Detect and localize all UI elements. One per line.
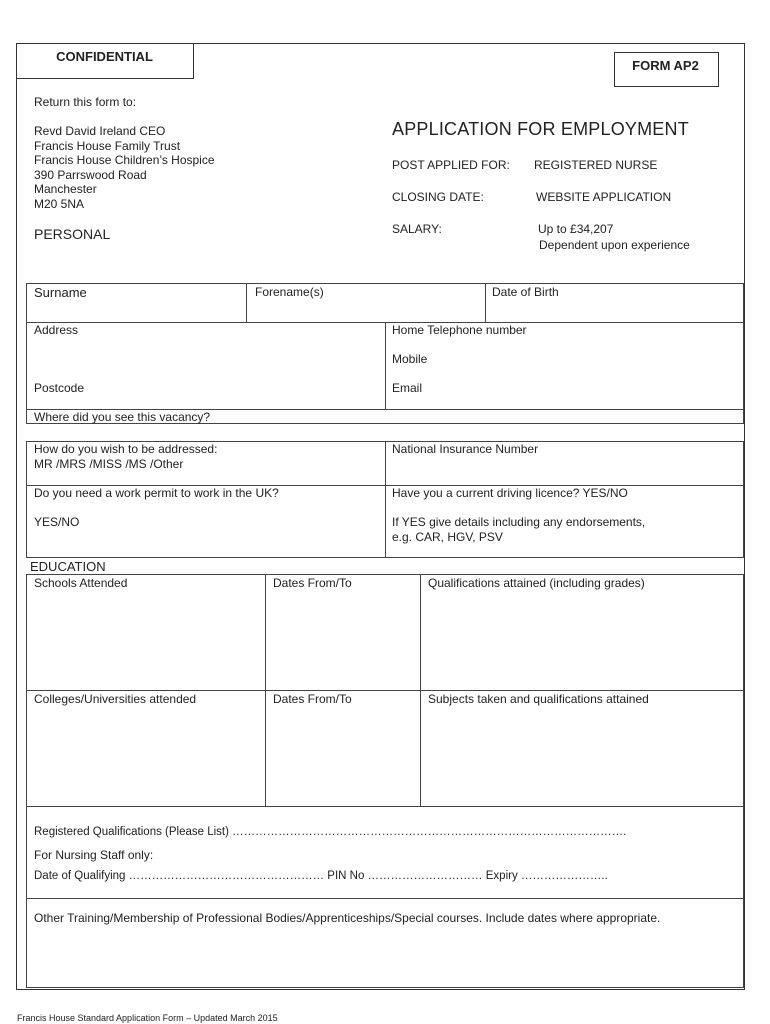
address-line: M20 5NA: [34, 196, 85, 211]
closing-value: WEBSITE APPLICATION: [536, 190, 672, 204]
page-footer: Francis House Standard Application Form – Updated March 2015: [17, 1013, 278, 1023]
salary-note: Dependent upon experience: [539, 238, 690, 252]
school-dates-field[interactable]: Dates From/To: [273, 576, 352, 590]
confidential-label: CONFIDENTIAL: [56, 49, 153, 64]
post-value: REGISTERED NURSE: [534, 158, 658, 172]
divider: [385, 322, 386, 409]
post-label: POST APPLIED FOR:: [392, 158, 510, 172]
address-line: Manchester: [34, 182, 97, 196]
divider: [385, 441, 386, 558]
registered-qualifications-field[interactable]: Registered Qualifications (Please List) ………………………………………………………………………………………….: [34, 826, 627, 838]
form-code-label: FORM AP2: [632, 58, 699, 73]
return-address: [34, 124, 215, 211]
home-telephone-field[interactable]: Home Telephone number: [392, 323, 527, 337]
divider: [26, 898, 744, 899]
section-education-heading: EDUCATION: [30, 559, 106, 574]
vacancy-source-field[interactable]: Where did you see this vacancy?: [34, 410, 211, 424]
school-qualifications-field[interactable]: Qualifications attained (including grades): [428, 576, 645, 590]
date-pin-expiry-field[interactable]: Date of Qualifying …………………………………………… PIN No ………………………… Expiry …………………..: [34, 870, 608, 882]
other-training-field[interactable]: Other Training/Membership of Professional Bodies/Apprenticeships/Special courses. Include dates where appropriate.: [34, 911, 661, 925]
dob-field[interactable]: Date of Birth: [492, 285, 559, 299]
divider: [265, 574, 266, 806]
title-options: MR /MRS /MISS /MS /Other: [34, 457, 184, 471]
forenames-field[interactable]: Forename(s): [255, 285, 324, 299]
schools-field[interactable]: Schools Attended: [34, 576, 128, 590]
return-label: Return this form to:: [34, 95, 137, 109]
driving-licence-question[interactable]: Have you a current driving licence? YES/NO: [392, 486, 628, 500]
college-dates-field[interactable]: Dates From/To: [273, 692, 352, 706]
work-permit-options[interactable]: YES/NO: [34, 515, 80, 529]
licence-details-example: e.g. CAR, HGV, PSV: [392, 530, 503, 544]
divider: [26, 690, 744, 691]
email-field[interactable]: Email: [392, 381, 423, 395]
address-line: Francis House Family Trust: [34, 138, 181, 153]
work-permit-question: Do you need a work permit to work in the UK?: [34, 486, 279, 500]
divider: [485, 283, 486, 322]
address-line: 390 Parrswood Road: [34, 167, 147, 182]
nursing-staff-label: For Nursing Staff only:: [34, 848, 154, 862]
education-table: [26, 574, 744, 988]
postcode-field[interactable]: Postcode: [34, 381, 85, 395]
divider: [246, 283, 247, 322]
licence-details-field[interactable]: If YES give details including any endorsements,: [392, 515, 646, 529]
salary-label: SALARY:: [392, 222, 442, 236]
address-line: Francis House Children’s Hospice: [34, 153, 215, 167]
section-personal-heading: PERSONAL: [34, 226, 111, 242]
divider: [420, 574, 421, 806]
address-field[interactable]: Address: [34, 323, 79, 337]
ni-number-field[interactable]: National Insurance Number: [392, 442, 539, 456]
title-preference-field[interactable]: How do you wish to be addressed:: [34, 442, 218, 456]
mobile-field[interactable]: Mobile: [392, 352, 428, 366]
salary-value: Up to £34,207: [538, 222, 614, 236]
closing-label: CLOSING DATE:: [392, 190, 484, 204]
divider: [26, 806, 744, 807]
surname-field[interactable]: Surname: [34, 285, 87, 300]
college-subjects-field[interactable]: Subjects taken and qualifications attained: [428, 692, 649, 706]
address-line: Revd David Ireland CEO: [34, 124, 166, 138]
colleges-field[interactable]: Colleges/Universities attended: [34, 692, 197, 706]
page-title: APPLICATION FOR EMPLOYMENT: [392, 119, 689, 139]
